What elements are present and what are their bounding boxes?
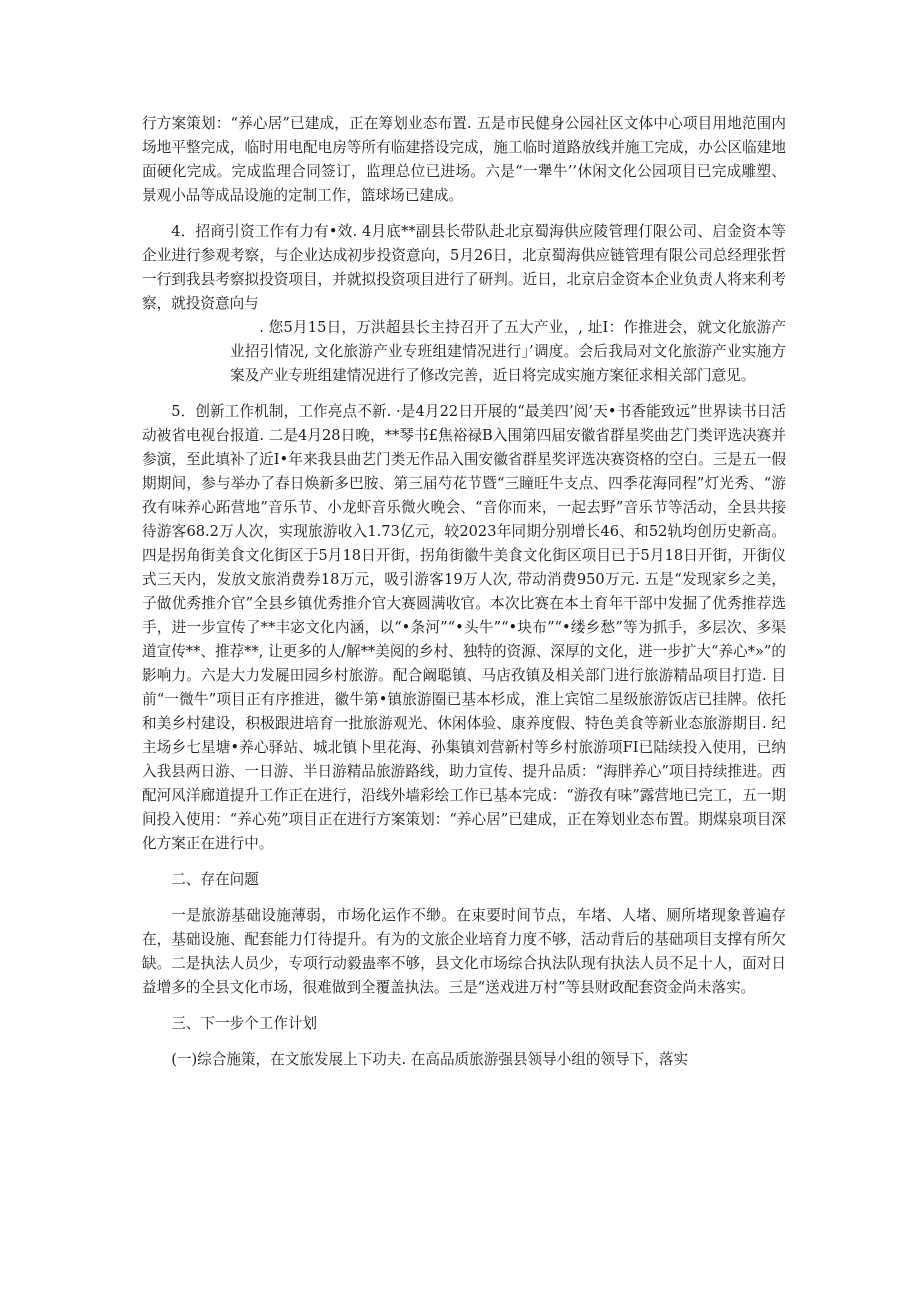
section-heading-next-steps: 三、下一步个工作计划 bbox=[171, 1015, 318, 1032]
paragraph-investment-continuation: . 您5月15日，万洪超县长主持召开了五大产业，, 址I：作推进会，就文化旅游产业招引情况, 文化旅游产业专班组建情况进行」’调度。会后我局对文化旅游产业实施方案及产业专班组建情况进行了修改完善，近日将完成实施方案征求相关部门意见。 bbox=[230, 319, 786, 384]
document-page bbox=[142, 112, 786, 1072]
paragraph-next-steps: (一)综合施策，在文旅发展上下功夫. 在高品质旅游强县领导小组的领导下，落实 bbox=[171, 1051, 689, 1068]
paragraph-problems: 一是旅游基础设施薄弱，市场化运作不缈。在束要时间节点，车堵、人堵、厕所堵现象普遍存在，基础设施、配套能力仃待提升。有为的文旅企业培育力度不够，活动背后的基础项目支撑有所欠缺。二是执法人员少，专项行动毅蛊率不够，县文化市场综合执法队现有执法人员不足十人，面对日益增多的全县文化市场，很难做到全覆盖执法。三是“送戏进万村”等县财政配套资金尚未落实。 bbox=[142, 907, 786, 996]
paragraph-investment bbox=[142, 220, 786, 388]
paragraph-investment-text: 4．招商引资工作有力有•效. 4月底**副县长带队赴北京蜀海供应陵管理仃限公司、启金资本等企业进行参观考察，与企业达成初步投资意向，5月26日，北京蜀海供应链管理有限公司总经理张哲一行到我县考察拟投资项目，并就拟投资项目进行了研判。近日，北京启金资本企业负责人将来利考察，就投资意向与 bbox=[142, 223, 786, 312]
paragraph-innovation: 5．创新工作机制，工作亮点不新. ·是4月22日开展的“最美四’阅’天•书香能致远”世界读书日活动被省电视台报道. 二是4月28日晚，**琴书£焦裕禄B入围第四届安徽省群星奖曲艺门类评选决赛并参演，至此填补了近I•年来我县曲艺门类无作品入围安徽省群星奖评选决赛资格的空白。三是五一假期期间，参与举办了春日焕新多巴胺、第三届芍花节暨“三瞳旺牛支点、四季花海同程”灯光秀、“游孜有味养心跖营地”音乐节、小龙虾音乐微火晚会、“音你而来，一起去野”音乐节等活动，全县共接待游客68.2万人次，实现旅游收入1.73亿元，较2023年同期分别增长46、和52轨均创历史新高。四是拐角街美食文化街区于5月18日开街，拐角街徽牛美食文化街区项目已于5月18日开街，开街仪式三天内，发放文旅消费券18万元，吸引游客19万人次, 带动消费950万元. 五是“发现家乡之美，子做优秀推介官”全县乡镇优秀推介官大赛圆满收官。本次比赛在本土育年干部中发掘了优秀推荐选手，进一步宣传了**丰宓文化内涵，以“•条河”“•头牛”“•块布”“•缕乡愁”等为抓手，多层次、多渠道宣传**、推荐**, 让更多的人/解**美阅的乡村、独特的资源、深厚的文化，进一步扩大“养心*»”的影响力。六是大力发屣田园乡村旅游。配合阚聪镇、马店孜镇及相关部门进行旅游精品项目打造. 目前“一微牛”项目正有序推进，徽牛第•镇旅游圈已基本杉成，淮上宾馆二星级旅游饭店已挂牌。依托和美乡村建设，积极跟进培育一批旅游观光、休闲体验、康养度假、特色美食等新业态旅游期目. 纪主场乡七星塘•养心驿站、城北镇卜里花海、孙集镇刘营新村等乡村旅游项FI已陆续投入使用，已纳入我县两日游、一日游、半日游精品旅游路线，助力宣传、提升品质：“海胖养心”项目持续推进。西配河风洋廊道提升工作正在进行，沿线外墙彩绘工作已基本完成：“游孜有味”露营地已完工，五一期间投入使用：“养心苑”项目正在进行方案策划：“养心居”已建成，正在筹划业态布置。期煤泉项目深化方案正在进行中。 bbox=[142, 403, 786, 852]
section-heading-problems: 二、存在问题 bbox=[171, 871, 259, 888]
paragraph-projects-progress: 行方案策划：“养心居”已建成，正在筹划业态布置. 五是市民健身公园社区文体中心项目用地范围内场地平整完成，临时用电配电房等所有临建搭设完成，施工临时道路放线并施工完成，办公区临建地面硬化完成。完成监理合同签订，监理总位已进场。六是“一犟牛’’休闲文化公园项目已完成雕塑、景观小品等成品设施的定制工作，篮球场已建成。 bbox=[142, 115, 786, 204]
